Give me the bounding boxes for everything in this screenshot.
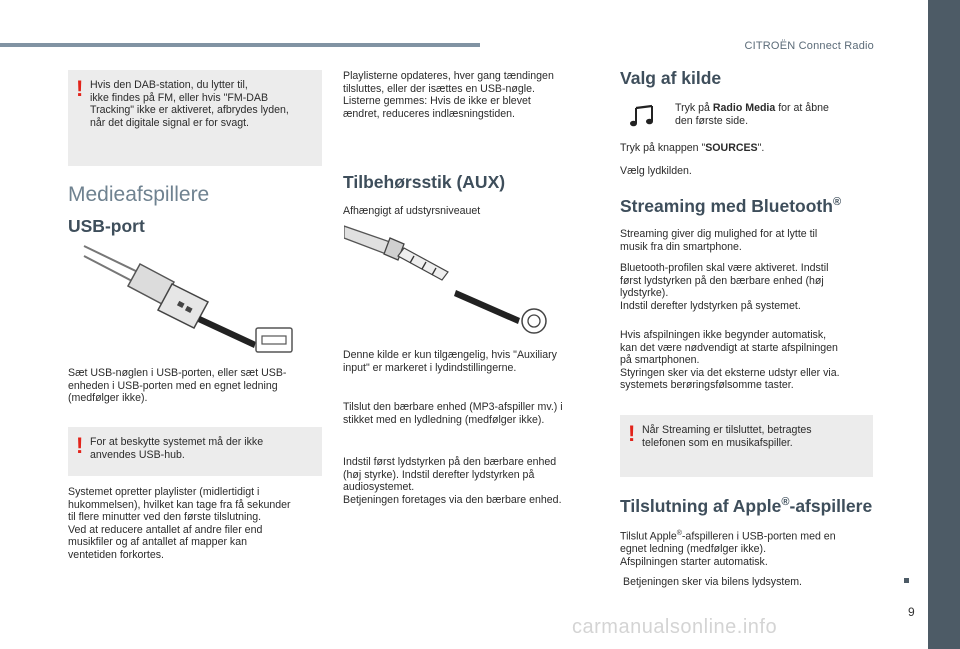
jack-plug-icon <box>344 224 550 336</box>
playlist-update-text: Playlisterne opdateres, hver gang tændingen tilsluttes, eller der isættes en USB-nøgle. Listerne gemmes: Hvis de ikke er blevet ændret, reduceres indlæsningstiden. <box>343 70 554 120</box>
aux-text-2: Tilslut den bærbare enhed (MP3-afspiller mv.) i stikket med en lydledning (medfølger ikke). <box>343 401 563 426</box>
apple-text-2: Betjeningen sker via bilens lydsystem. <box>623 576 803 588</box>
right-sidebar <box>928 0 960 649</box>
section-title: Medieafspillere <box>68 183 210 206</box>
bluetooth-title <box>620 196 841 217</box>
usb-hub-warning-box <box>68 427 322 476</box>
streaming-warning-box <box>620 415 873 477</box>
page-number: 9 <box>908 605 915 619</box>
exclamation-icon: ! <box>76 433 84 458</box>
exclamation-icon: ! <box>628 421 636 446</box>
apple-title <box>620 496 872 517</box>
dab-warning-text: Hvis den DAB-station, du lytter til, ikke findes på FM, eller hvis "FM-DAB Tracking" ikke er aktiveret, afbrydes lyden, når det digitale signal er for svagt. <box>90 79 289 129</box>
apple-text <box>620 528 836 568</box>
source-tap-text <box>675 102 829 127</box>
apple-title-prefix: Tilslutning af Apple <box>620 496 782 516</box>
apple-text-prefix: Tilslut Apple <box>620 530 677 543</box>
radio-media-label: Radio Media <box>712 102 776 114</box>
header-title: CITROËN Connect Radio <box>744 40 874 52</box>
source-tap-suffix: for at åbne den første side. <box>675 102 829 127</box>
apple-text-registered-mark: ® <box>676 530 682 537</box>
apple-text-suffix: -afspilleren i USB-porten med en egnet ledning (medfølger ikke). Afspilningen starter automatisk. <box>620 530 836 568</box>
source-title: Valg af kilde <box>620 68 722 88</box>
page-marker <box>904 578 909 583</box>
aux-title: Tilbehørsstik (AUX) <box>343 172 506 192</box>
dab-warning-box <box>68 70 322 166</box>
apple-registered-mark: ® <box>781 496 790 509</box>
usb-text: Sæt USB-nøglen i USB-porten, eller sæt USB- enheden i USB-porten med en egnet ledning (medfølger ikke). <box>68 367 287 405</box>
exclamation-icon: ! <box>76 76 84 101</box>
bluetooth-text-3: Hvis afspilningen ikke begynder automatisk, kan det være nødvendigt at starte afspilningen på smartphonen. Styringen sker via det eksterne udstyr eller via. systemets berøringsfølsomme taster. <box>620 329 840 392</box>
bluetooth-title-text: Streaming med Bluetooth <box>620 196 833 216</box>
streaming-warning-text: Når Streaming er tilsluttet, betragtes telefonen som en musikafspiller. <box>642 424 812 449</box>
registered-mark: ® <box>832 196 842 209</box>
source-tap-prefix: Tryk på <box>675 102 713 114</box>
choose-source-text: Vælg lydkilden. <box>620 165 692 177</box>
sources-suffix: ". <box>757 142 765 154</box>
usb-title: USB-port <box>68 216 145 236</box>
bluetooth-text-2: Bluetooth-profilen skal være aktiveret. Indstil først lydstyrken på den bærbare enhed (høj lydstyrke). Indstil derefter lydstyrken på systemet. <box>620 262 829 312</box>
sources-prefix: Tryk på knappen " <box>620 142 706 154</box>
sources-text <box>620 142 764 155</box>
watermark: carmanualsonline.info <box>572 616 778 638</box>
aux-text-1: Denne kilde er kun tilgængelig, hvis "Auxiliary input" er markeret i lydindstillingerne. <box>343 349 557 374</box>
aux-subtitle: Afhængigt af udstyrsniveauet <box>343 205 481 217</box>
music-note-icon <box>630 104 656 128</box>
usb-hub-warning-text: For at beskytte systemet må der ikke anvendes USB-hub. <box>90 436 264 461</box>
bluetooth-text-1: Streaming giver dig mulighed for at lytte til musik fra din smartphone. <box>620 228 818 253</box>
aux-text-3: Indstil først lydstyrken på den bærbare enhed (høj styrke). Indstil derefter lydstyrken på audiosystemet. Betjeningen foretages via den bærbare enhed. <box>343 456 562 506</box>
apple-title-suffix: -afspillere <box>789 496 873 516</box>
sources-label: SOURCES <box>705 142 758 154</box>
playlist-text: Systemet opretter playlister (midlertidigt i hukommelsen), hvilket kan tage fra få sekunder til flere minutter ved den første tilslutning. Ved at reducere antallet af andre filer end musikfiler og af antallet af mapper kan ventetiden forkortes. <box>68 486 291 561</box>
header-bar <box>0 43 480 47</box>
usb-plug-icon <box>82 244 296 356</box>
